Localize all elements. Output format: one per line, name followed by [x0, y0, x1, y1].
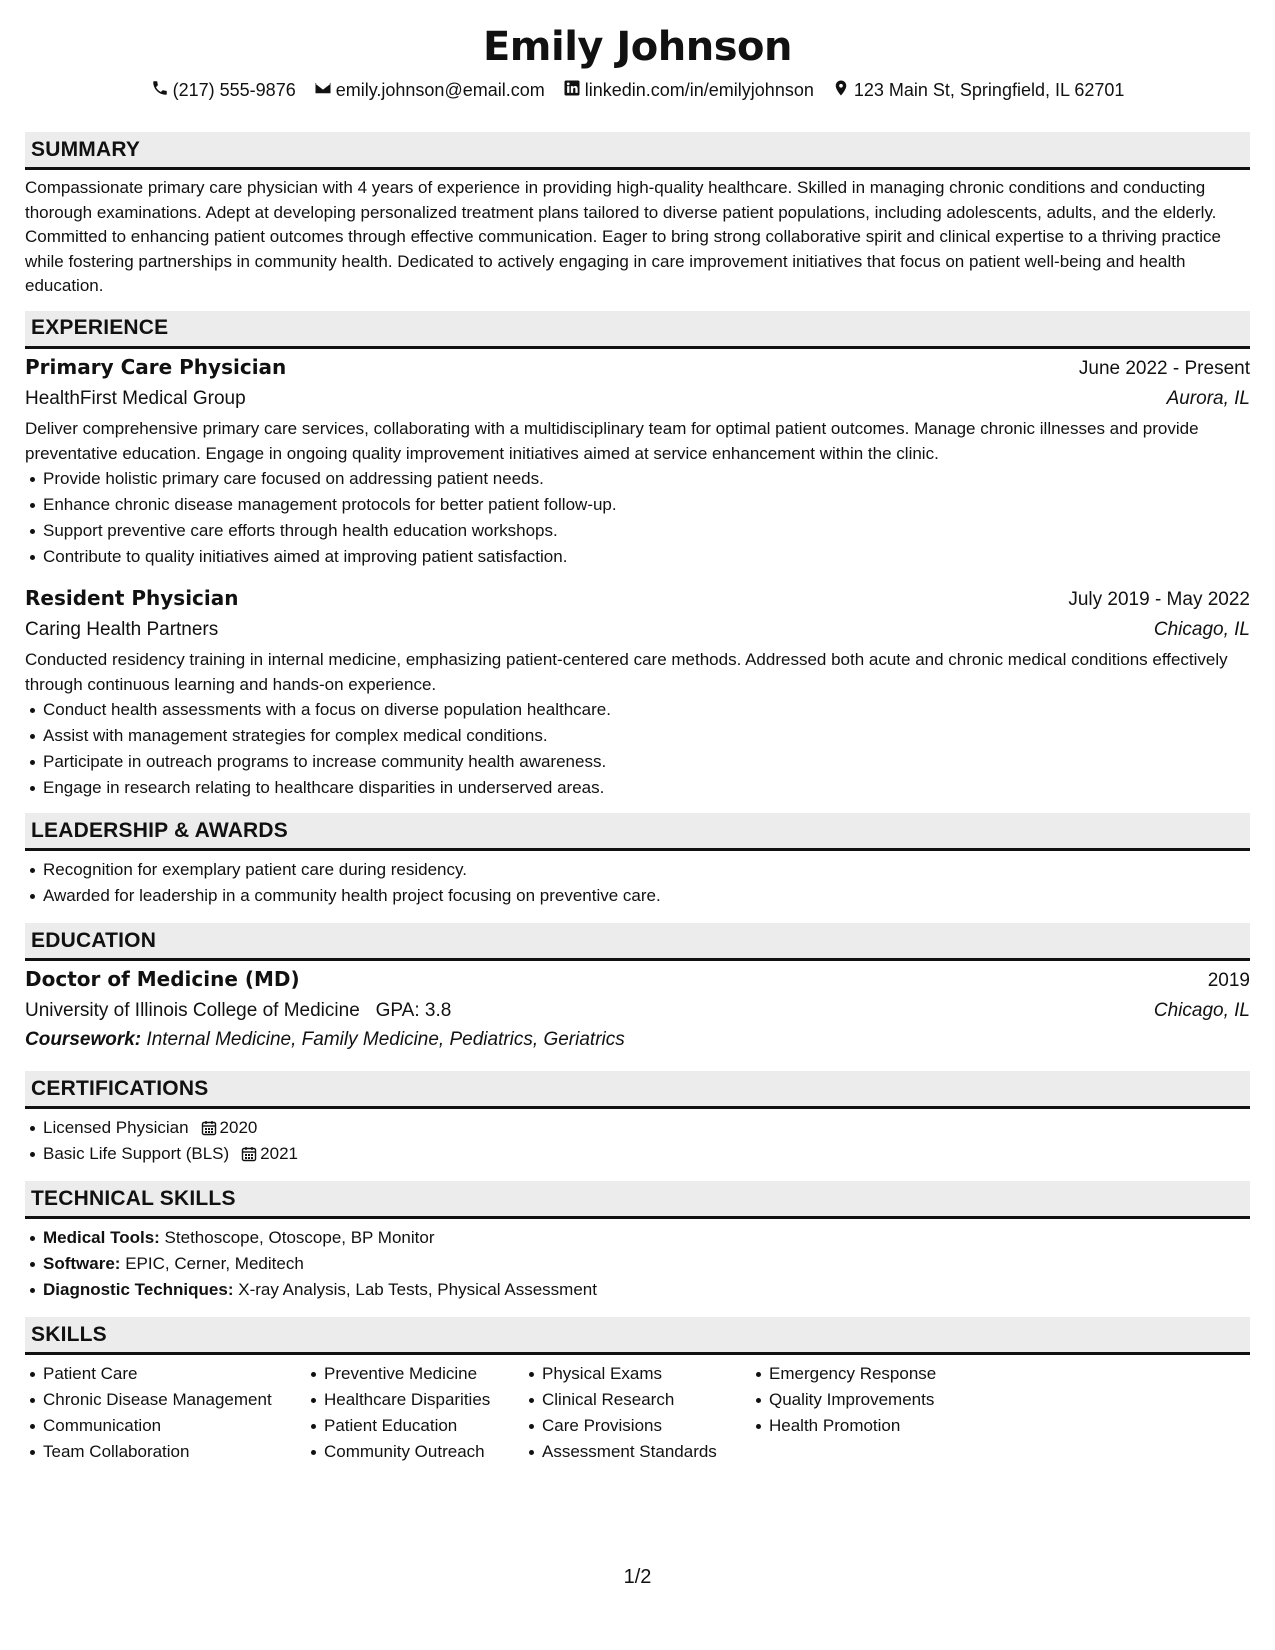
job-company: Caring Health Partners — [25, 619, 219, 641]
phone-icon — [151, 79, 169, 102]
job-title: Resident Physician — [25, 586, 239, 611]
skill-values: X-ray Analysis, Lab Tests, Physical Assessment — [238, 1280, 597, 1300]
job-dates: July 2019 - May 2022 — [1068, 589, 1250, 611]
certification-name: Licensed Physician — [43, 1118, 189, 1138]
job-title: Primary Care Physician — [25, 354, 287, 379]
contact-address — [832, 79, 1125, 102]
list-item: Patient Education — [306, 1413, 524, 1439]
job-dates: June 2022 - Present — [1078, 357, 1250, 379]
education-subheader — [25, 997, 1250, 1025]
school-location: Chicago, IL — [1153, 1000, 1250, 1022]
list-item: Chronic Disease Management — [25, 1387, 306, 1413]
certification-year: 2020 — [219, 1118, 258, 1138]
list-item: Team Collaboration — [25, 1439, 306, 1465]
education-header — [25, 963, 1250, 997]
job-header — [25, 351, 1250, 385]
list-item: Care Provisions — [524, 1413, 751, 1439]
coursework-label: Coursework: — [25, 1029, 142, 1051]
job-company: HealthFirst Medical Group — [25, 387, 246, 409]
summary-section — [25, 170, 1250, 299]
list-item: Awarded for leadership in a community health project focusing on preventive care. — [25, 883, 1250, 909]
coursework — [25, 1025, 1250, 1055]
summary-text: Compassionate primary care physician with 4 years of experience in providing high-quality healthcare. Skilled in managing chronic conditions and conducting thorough examinations. Adept at developing personalized treatment plans tailored to diverse patient populations, including adolescents, adults, and the elderly. Committed to enhancing patient outcomes through effective communication. Eager to bring strong collaborative spirit and clinical expertise to a thriving practice while fostering partnerships in community health. Dedicated to actively engaging in care improvement initiatives that focus on patient well-being and health education. — [25, 178, 1221, 296]
job-header — [25, 582, 1250, 616]
job-subheader — [25, 385, 1250, 413]
experience-section — [25, 349, 1250, 801]
skill-values: Stethoscope, Otoscope, BP Monitor — [164, 1228, 435, 1248]
section-heading-leadership: LEADERSHIP & AWARDS — [25, 813, 1250, 851]
list-item: Assessment Standards — [524, 1439, 751, 1465]
gpa: GPA: 3.8 — [375, 1000, 452, 1022]
skills-column — [25, 1361, 306, 1465]
skills-section — [25, 1355, 1250, 1465]
phone-text: (217) 555-9876 — [172, 79, 296, 100]
list-item: Support preventive care efforts through health education workshops. — [25, 518, 1250, 544]
section-heading-experience: EXPERIENCE — [25, 311, 1250, 349]
job-location: Chicago, IL — [1153, 619, 1250, 641]
certifications-list — [25, 1115, 1250, 1167]
list-item: Physical Exams — [524, 1361, 751, 1387]
skill-category: Software: — [43, 1254, 121, 1274]
list-item — [25, 1225, 1250, 1251]
map-pin-icon — [832, 79, 850, 102]
job-description: Conducted residency training in internal medicine, emphasizing patient-centered care methods. Addressed both acute and chronic medical conditions effectively through continuous learning and hands-on experience. — [25, 650, 1228, 694]
candidate-name: Emily Johnson — [482, 24, 792, 70]
coursework-list: Internal Medicine, Family Medicine, Pediatrics, Geriatrics — [146, 1029, 625, 1051]
list-item — [25, 1251, 1250, 1277]
calendar-icon — [241, 1146, 257, 1162]
list-item: Engage in research relating to healthcare disparities in underserved areas. — [25, 775, 1250, 801]
job-bullets — [25, 466, 1250, 570]
linkedin-link[interactable]: linkedin.com/in/emilyjohnson — [584, 79, 814, 100]
school-and-gpa — [25, 997, 451, 1025]
list-item: Community Outreach — [306, 1439, 524, 1465]
job-location: Aurora, IL — [1166, 387, 1250, 409]
skill-category: Medical Tools: — [43, 1228, 160, 1248]
list-item — [25, 1141, 1250, 1167]
contact-phone — [151, 79, 296, 102]
skills-grid — [25, 1361, 1250, 1465]
section-heading-summary: SUMMARY — [25, 132, 1250, 170]
job-entry — [25, 351, 1250, 570]
list-item: Enhance chronic disease management protocols for better patient follow-up. — [25, 492, 1250, 518]
list-item: Clinical Research — [524, 1387, 751, 1413]
list-item: Patient Care — [25, 1361, 306, 1387]
section-heading-certifications: CERTIFICATIONS — [25, 1071, 1250, 1109]
list-item: Assist with management strategies for complex medical conditions. — [25, 723, 1250, 749]
list-item: Recognition for exemplary patient care during residency. — [25, 857, 1250, 883]
job-description: Deliver comprehensive primary care services, collaborating with a multidisciplinary team for optimal patient outcomes. Manage chronic illnesses and provide preventative education. Engage in ongoing quality improvement initiatives aimed at service enhancement within the clinic. — [25, 418, 1199, 463]
education-section — [25, 961, 1250, 1055]
job-bullets — [25, 697, 1250, 801]
address-text: 123 Main St, Springfield, IL 62701 — [853, 79, 1125, 100]
linkedin-icon — [563, 79, 581, 102]
resume-page — [25, 0, 1250, 1465]
list-item: Conduct health assessments with a focus on diverse population healthcare. — [25, 697, 1250, 723]
skills-column — [524, 1361, 751, 1465]
email-link[interactable]: emily.johnson@email.com — [335, 79, 545, 100]
leadership-section — [25, 851, 1250, 909]
envelope-icon — [314, 79, 332, 102]
contact-linkedin[interactable] — [563, 79, 814, 102]
job-subheader — [25, 616, 1250, 644]
degree: Doctor of Medicine (MD) — [25, 967, 300, 992]
list-item: Contribute to quality initiatives aimed at improving patient satisfaction. — [25, 544, 1250, 570]
skill-category: Diagnostic Techniques: — [43, 1280, 234, 1300]
section-heading-technical-skills: TECHNICAL SKILLS — [25, 1181, 1250, 1219]
list-item — [25, 1277, 1250, 1303]
list-item — [25, 1115, 1250, 1141]
calendar-icon — [201, 1120, 217, 1136]
list-item: Health Promotion — [751, 1413, 1001, 1439]
page-number: 1/2 — [623, 1566, 652, 1588]
graduation-year: 2019 — [1207, 970, 1250, 992]
list-item: Participate in outreach programs to increase community health awareness. — [25, 749, 1250, 775]
list-item: Preventive Medicine — [306, 1361, 524, 1387]
technical-skills-list — [25, 1225, 1250, 1303]
skills-column — [306, 1361, 524, 1465]
list-item: Communication — [25, 1413, 306, 1439]
list-item: Healthcare Disparities — [306, 1387, 524, 1413]
contact-bar — [25, 76, 1250, 104]
list-item: Emergency Response — [751, 1361, 1001, 1387]
list-item: Quality Improvements — [751, 1387, 1001, 1413]
list-item: Provide holistic primary care focused on addressing patient needs. — [25, 466, 1250, 492]
certification-year: 2021 — [260, 1144, 298, 1164]
awards-list — [25, 857, 1250, 909]
skills-column — [751, 1361, 1001, 1465]
section-heading-education: EDUCATION — [25, 923, 1250, 961]
technical-skills-section — [25, 1219, 1250, 1303]
section-heading-skills: SKILLS — [25, 1317, 1250, 1355]
skill-values: EPIC, Cerner, Meditech — [125, 1254, 304, 1274]
job-entry — [25, 582, 1250, 801]
certification-name: Basic Life Support (BLS) — [43, 1144, 230, 1164]
contact-email[interactable] — [314, 79, 545, 102]
school-name: University of Illinois College of Medicine — [25, 1000, 360, 1022]
certifications-section — [25, 1109, 1250, 1167]
